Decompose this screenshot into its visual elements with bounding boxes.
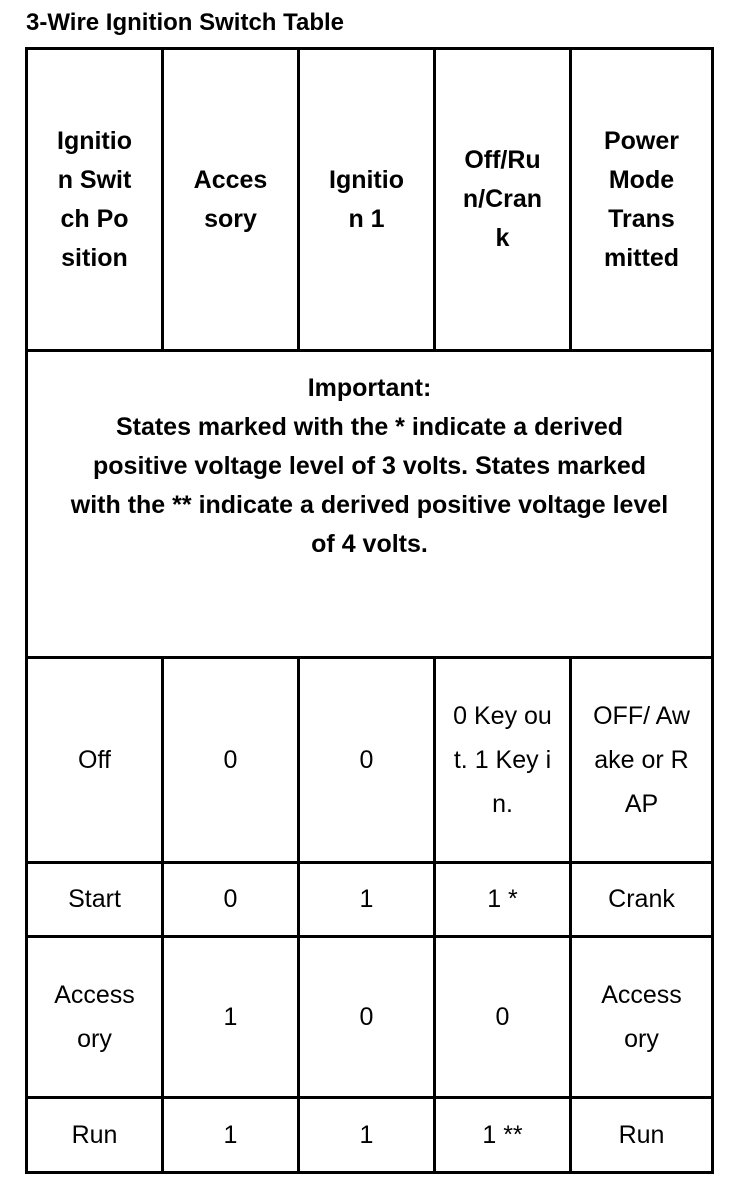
note-heading: Important: (307, 374, 432, 402)
cell-power-mode (571, 658, 713, 863)
header-cell-off-run-crank (435, 49, 571, 351)
table-row (27, 937, 713, 1098)
header-label: Ignition 1 (329, 165, 404, 233)
header-label: Power Mode Transmitted (603, 126, 680, 272)
header-cell-ignition1 (299, 49, 435, 351)
header-cell-position (27, 49, 163, 351)
cell-power-mode (571, 937, 713, 1098)
cell-accessory: 1 (163, 1098, 299, 1173)
header-row (27, 49, 713, 351)
header-cell-power-mode (571, 49, 713, 351)
note-text: States marked with the * indicate a derived positive voltage level of 3 volts. States marked with the ** indicate a derived positive voltage level of 4 volts. (70, 413, 669, 558)
cell-accessory: 0 (163, 863, 299, 937)
table-row (27, 863, 713, 937)
cell-ignition1: 0 (299, 937, 435, 1098)
cell-accessory: 1 (163, 937, 299, 1098)
cell-power-mode: Run (571, 1098, 713, 1173)
cell-position: Start (27, 863, 163, 937)
cell-off-run-crank: 1 * (435, 863, 571, 937)
table-title: 3-Wire Ignition Switch Table (26, 9, 345, 36)
note-row (27, 351, 713, 658)
cell-off-run-crank (435, 658, 571, 863)
cell-text: OFF/ Awake or RAP (593, 702, 690, 818)
cell-ignition1: 0 (299, 658, 435, 863)
table-row (27, 658, 713, 863)
cell-position (27, 937, 163, 1098)
cell-ignition1: 1 (299, 1098, 435, 1173)
ignition-switch-table (25, 47, 714, 1174)
cell-position: Run (27, 1098, 163, 1173)
cell-text: Accessory (601, 981, 682, 1053)
cell-text: Accessory (54, 981, 135, 1053)
note-cell (27, 351, 713, 658)
cell-text: 0 Key out. 1 Key in. (453, 702, 552, 818)
header-label: Off/Run/Crank (462, 146, 543, 252)
header-label: Accessory (193, 165, 268, 233)
table-row (27, 1098, 713, 1173)
cell-off-run-crank: 1 ** (435, 1098, 571, 1173)
header-label: Ignition Switch Position (57, 126, 132, 272)
cell-position: Off (27, 658, 163, 863)
cell-off-run-crank: 0 (435, 937, 571, 1098)
header-cell-accessory (163, 49, 299, 351)
cell-accessory: 0 (163, 658, 299, 863)
cell-ignition1: 1 (299, 863, 435, 937)
cell-power-mode: Crank (571, 863, 713, 937)
